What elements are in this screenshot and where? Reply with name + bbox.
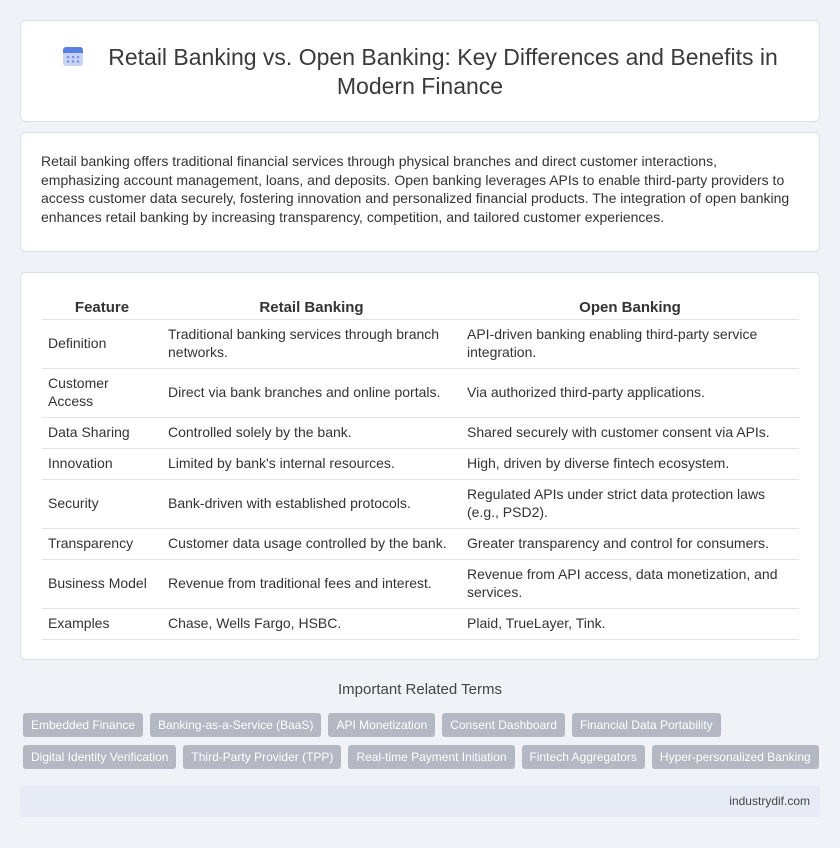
- feature-cell: Business Model: [42, 559, 162, 608]
- open-cell: Shared securely with customer consent via APIs.: [461, 417, 799, 448]
- retail-cell: Revenue from traditional fees and interest.: [162, 559, 461, 608]
- feature-cell: Transparency: [42, 528, 162, 559]
- tag-digital-identity-verification[interactable]: Digital Identity Verification: [23, 745, 176, 769]
- retail-cell: Customer data usage controlled by the bank.: [162, 528, 461, 559]
- tag-fintech-aggregators[interactable]: Fintech Aggregators: [522, 745, 645, 769]
- tag-hyper-personalized-banking[interactable]: Hyper-personalized Banking: [652, 745, 819, 769]
- tag-consent-dashboard[interactable]: Consent Dashboard: [442, 713, 565, 737]
- page-title: Retail Banking vs. Open Banking: Key Differences and Benefits in Modern Finance: [108, 44, 778, 99]
- table-row: [42, 368, 799, 417]
- footer: [20, 785, 820, 817]
- page-title-block: [51, 43, 789, 101]
- open-cell: Revenue from API access, data monetization, and services.: [461, 559, 799, 608]
- feature-cell: Definition: [42, 319, 162, 368]
- related-terms: [23, 713, 823, 777]
- header-feature: Feature: [42, 297, 162, 319]
- table-row: [42, 479, 799, 528]
- comparison-table: [42, 297, 799, 640]
- tag-financial-data-portability[interactable]: Financial Data Portability: [572, 713, 721, 737]
- tag-banking-as-a-service[interactable]: Banking-as-a-Service (BaaS): [150, 713, 321, 737]
- tag-embedded-finance[interactable]: Embedded Finance: [23, 713, 143, 737]
- tag-real-time-payment-initiation[interactable]: Real-time Payment Initiation: [348, 745, 514, 769]
- retail-cell: Traditional banking services through branch networks.: [162, 319, 461, 368]
- table-row: [42, 559, 799, 608]
- open-cell: High, driven by diverse fintech ecosystem.: [461, 448, 799, 479]
- open-cell: Regulated APIs under strict data protection laws (e.g., PSD2).: [461, 479, 799, 528]
- feature-cell: Customer Access: [42, 368, 162, 417]
- intro-card: [20, 132, 820, 252]
- intro-paragraph: Retail banking offers traditional financial services through physical branches and direct customer interactions, emphasizing account management, loans, and deposits. Open banking leverages APIs to enable third-party providers to access customer data securely, fostering innovation and personalized financial products. The integration of open banking enhances retail banking by increasing transparency, competition, and tailored customer experiences.: [41, 153, 790, 225]
- retail-cell: Bank-driven with established protocols.: [162, 479, 461, 528]
- retail-cell: Limited by bank's internal resources.: [162, 448, 461, 479]
- table-row: [42, 528, 799, 559]
- footer-site-link[interactable]: industrydif.com: [729, 794, 810, 808]
- feature-cell: Examples: [42, 608, 162, 639]
- open-cell: API-driven banking enabling third-party service integration.: [461, 319, 799, 368]
- title-card: [20, 20, 820, 122]
- table-header-row: [42, 297, 799, 319]
- tag-row: [23, 745, 823, 769]
- open-cell: Greater transparency and control for consumers.: [461, 528, 799, 559]
- feature-cell: Security: [42, 479, 162, 528]
- comparison-card: [20, 272, 820, 660]
- retail-cell: Chase, Wells Fargo, HSBC.: [162, 608, 461, 639]
- table-row: [42, 608, 799, 639]
- retail-cell: Controlled solely by the bank.: [162, 417, 461, 448]
- table-row: [42, 417, 799, 448]
- calendar-icon: [62, 45, 84, 67]
- feature-cell: Innovation: [42, 448, 162, 479]
- table-row: [42, 319, 799, 368]
- table-row: [42, 448, 799, 479]
- tag-row: [23, 713, 823, 737]
- retail-cell: Direct via bank branches and online portals.: [162, 368, 461, 417]
- tag-api-monetization[interactable]: API Monetization: [328, 713, 435, 737]
- header-retail-banking: Retail Banking: [162, 297, 461, 319]
- header-open-banking: Open Banking: [461, 297, 799, 319]
- related-terms-title: Important Related Terms: [338, 681, 502, 698]
- open-cell: Plaid, TrueLayer, Tink.: [461, 608, 799, 639]
- feature-cell: Data Sharing: [42, 417, 162, 448]
- open-cell: Via authorized third-party applications.: [461, 368, 799, 417]
- tag-third-party-provider[interactable]: Third-Party Provider (TPP): [183, 745, 341, 769]
